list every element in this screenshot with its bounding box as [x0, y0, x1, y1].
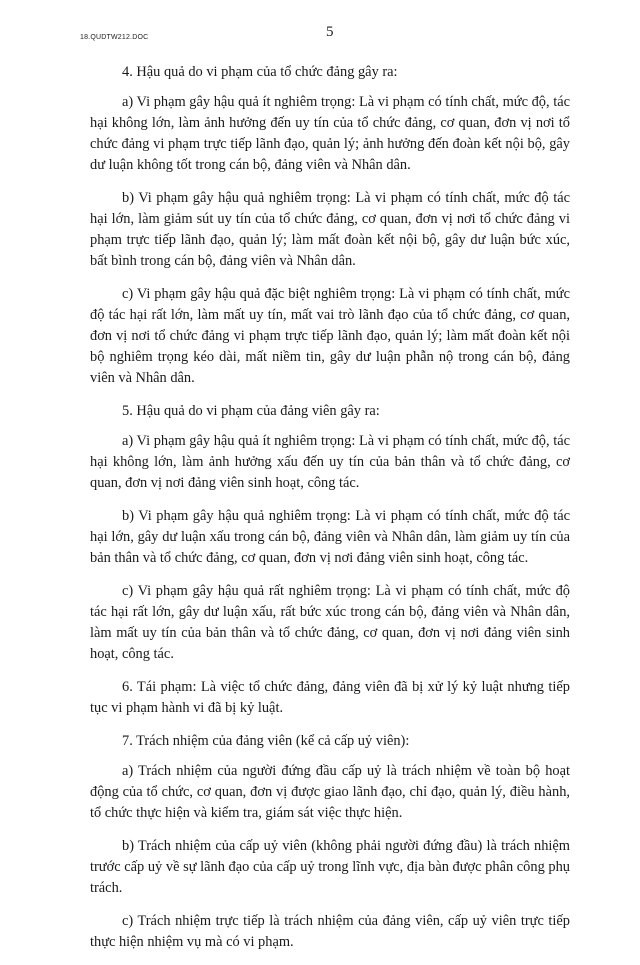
- paragraph-4b: b) Vi phạm gây hậu quả nghiêm trọng: Là vi phạm có tính chất, mức độ tác hại lớn, làm giảm sút uy tín của tổ chức đảng, cơ quan, đơn vị nơi tổ chức đảng vi phạm trực tiếp lãnh đạo, quản lý; làm mất đoàn kết nội bộ, gây dư luận bức xúc, bất bình trong cán bộ, đảng viên và Nhân dân.: [90, 190, 570, 269]
- page-number: 5: [326, 24, 334, 40]
- section-heading-4: 4. Hậu quả do vi phạm của tổ chức đảng gây ra:: [122, 64, 398, 80]
- document-filename: 18.QUDTW212.DOC: [80, 34, 149, 41]
- paragraph-4c: c) Vi phạm gây hậu quả đặc biệt nghiêm trọng: Là vi phạm có tính chất, mức độ tác hại rất lớn, làm mất uy tín, mất vai trò lãnh đạo của tổ chức đảng, cơ quan, đơn vị nơi tổ chức đảng vi phạm trực tiếp lãnh đạo, quản lý; làm mất đoàn kết nội bộ nghiêm trọng kéo dài, mất niềm tin, gây dư luận phẫn nộ trong cán bộ, đảng viên và Nhân dân.: [90, 286, 570, 386]
- paragraph-7a: a) Trách nhiệm của người đứng đầu cấp uỷ là trách nhiệm về toàn bộ hoạt động của tổ chức, cơ quan, đơn vị được giao lãnh đạo, chỉ đạo, quản lý, điều hành, tổ chức thực hiện và kiểm tra, giám sát việc thực hiện.: [90, 763, 570, 821]
- paragraph-5a: a) Vi phạm gây hậu quả ít nghiêm trọng: Là vi phạm có tính chất, mức độ, tác hại không lớn, làm ảnh hưởng xấu đến uy tín của bản thân và tổ chức đảng, cơ quan, đơn vị nơi đảng viên sinh hoạt, công tác.: [90, 433, 570, 491]
- paragraph-7b: b) Trách nhiệm của cấp uỷ viên (không phải người đứng đầu) là trách nhiệm trước cấp uỷ về sự lãnh đạo của cấp uỷ trong lĩnh vực, địa bàn được phân công phụ trách.: [90, 838, 570, 896]
- paragraph-6: 6. Tái phạm: Là việc tổ chức đảng, đảng viên đã bị xử lý kỷ luật nhưng tiếp tục vi phạm hành vi đã bị kỷ luật.: [90, 679, 570, 716]
- paragraph-5b: b) Vi phạm gây hậu quả nghiêm trọng: Là vi phạm có tính chất, mức độ tác hại lớn, gây dư luận xấu trong cán bộ, đảng viên và Nhân dân, làm giảm uy tín của bản thân và tổ chức đảng, cơ quan, đơn vị nơi đảng viên sinh hoạt, công tác.: [90, 508, 570, 566]
- paragraph-7c: c) Trách nhiệm trực tiếp là trách nhiệm của đảng viên, cấp uỷ viên trực tiếp thực hiện nhiệm vụ mà có vi phạm.: [90, 913, 570, 950]
- paragraph-5c: c) Vi phạm gây hậu quả rất nghiêm trọng: Là vi phạm có tính chất, mức độ tác hại rất lớn, gây dư luận xấu, rất bức xúc trong cán bộ, đảng viên và Nhân dân, làm mất uy tín của bản thân và tổ chức đảng, cơ quan, đơn vị nơi đảng viên sinh hoạt, công tác.: [90, 583, 570, 662]
- document-body: [90, 62, 570, 965]
- section-heading-5: 5. Hậu quả do vi phạm của đảng viên gây ra:: [122, 403, 380, 419]
- paragraph-4a: a) Vi phạm gây hậu quả ít nghiêm trọng: Là vi phạm có tính chất, mức độ, tác hại không lớn, làm ảnh hưởng đến uy tín của tổ chức đảng, cơ quan, đơn vị nơi tổ chức đảng vi phạm trực tiếp lãnh đạo, quản lý; ảnh hưởng đến đoàn kết nội bộ, gây dư luận không tốt trong cán bộ, đảng viên và Nhân dân.: [90, 94, 570, 173]
- section-heading-7: 7. Trách nhiệm của đảng viên (kể cả cấp uỷ viên):: [122, 733, 410, 749]
